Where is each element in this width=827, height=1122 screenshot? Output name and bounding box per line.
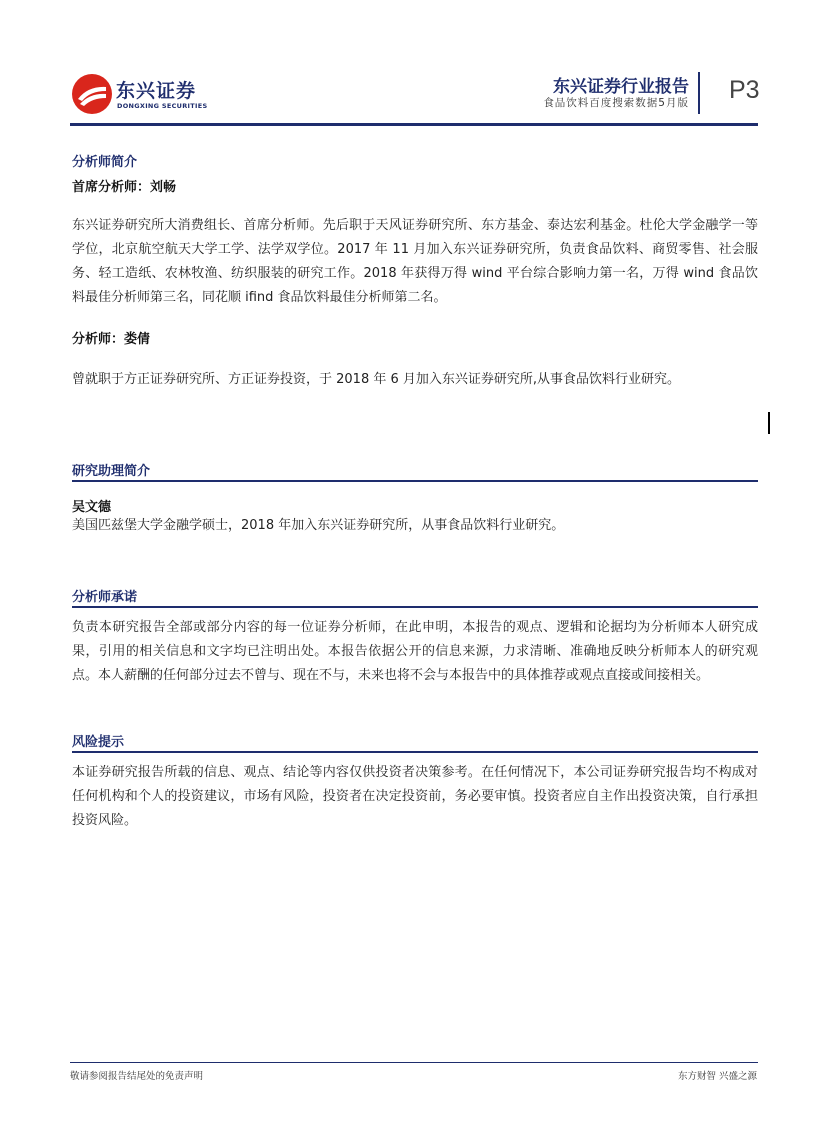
report-title: 东兴证券行业报告 — [553, 77, 689, 97]
margin-mark — [768, 412, 770, 434]
report-subtitle: 食品饮料百度搜索数据5月版 — [543, 97, 689, 109]
footer-slogan: 东方财智 兴盛之源 — [677, 1071, 757, 1082]
risk-text: 本证券研究报告所载的信息、观点、结论等内容仅供投资者决策参考。在任何情况下，本公司证券研究报告均不构成对任何机构和个人的投资建议，市场有风险，投资者在决定投资前，务必要审慎。投资者应自主作出投资决策，自行承担投资风险。 — [72, 765, 758, 828]
logo-english-name: DONGXING SECURITIES — [117, 102, 208, 110]
header-rule — [70, 123, 758, 126]
company-logo — [70, 72, 230, 118]
analyst-name: 分析师：娄倩 — [72, 332, 151, 347]
commitment-rule — [72, 606, 758, 608]
commitment-title: 分析师承诺 — [72, 590, 138, 605]
footer-rule — [70, 1062, 758, 1063]
page-number: P3 — [729, 76, 760, 104]
logo-chinese-name: 东兴证券 — [116, 80, 197, 102]
analyst-bio: 曾就职于方正证券研究所、方正证券投资，于 2018 年 6 月加入东兴证券研究所,从事食品饮料行业研究。 — [72, 372, 681, 387]
assistant-intro-rule — [72, 480, 758, 482]
assistant-intro-title: 研究助理简介 — [72, 464, 151, 479]
risk-rule — [72, 751, 758, 753]
assistant-name: 吴文德 — [72, 500, 112, 515]
chief-analyst-bio: 东兴证券研究所大消费组长、首席分析师。先后职于天风证券研究所、东方基金、泰达宏利基金。杜伦大学金融学一等学位，北京航空航天大学工学、法学双学位。2017 年 11 月加入东兴证券研究所，负责食品饮料、商贸零售、社会服务、轻工造纸、农林牧渔、纺织服装的研究工作。2018 年获得万得 wind 平台综合影响力第一名，万得 wind 食品饮料最佳分析师第三名，同花顺 ifind 食品饮料最佳分析师第二名。 — [72, 218, 758, 305]
dongxing-logo-icon — [70, 72, 114, 116]
header-divider — [698, 72, 700, 114]
analyst-intro-title: 分析师简介 — [72, 155, 138, 170]
risk-title: 风险提示 — [72, 735, 125, 750]
assistant-bio: 美国匹兹堡大学金融学硕士，2018 年加入东兴证券研究所，从事食品饮料行业研究。 — [72, 518, 565, 533]
footer-disclaimer-note: 敬请参阅报告结尾处的免责声明 — [70, 1071, 204, 1082]
commitment-text: 负责本研究报告全部或部分内容的每一位证券分析师，在此申明，本报告的观点、逻辑和论据均为分析师本人研究成果，引用的相关信息和文字均已注明出处。本报告依据公开的信息来源，力求清晰、准确地反映分析师本人的研究观点。本人薪酬的任何部分过去不曾与、现在不与，未来也将不会与本报告中的具体推荐或观点直接或间接相关。 — [72, 620, 758, 683]
page-header — [0, 0, 827, 126]
chief-analyst-name: 首席分析师：刘畅 — [72, 180, 177, 195]
